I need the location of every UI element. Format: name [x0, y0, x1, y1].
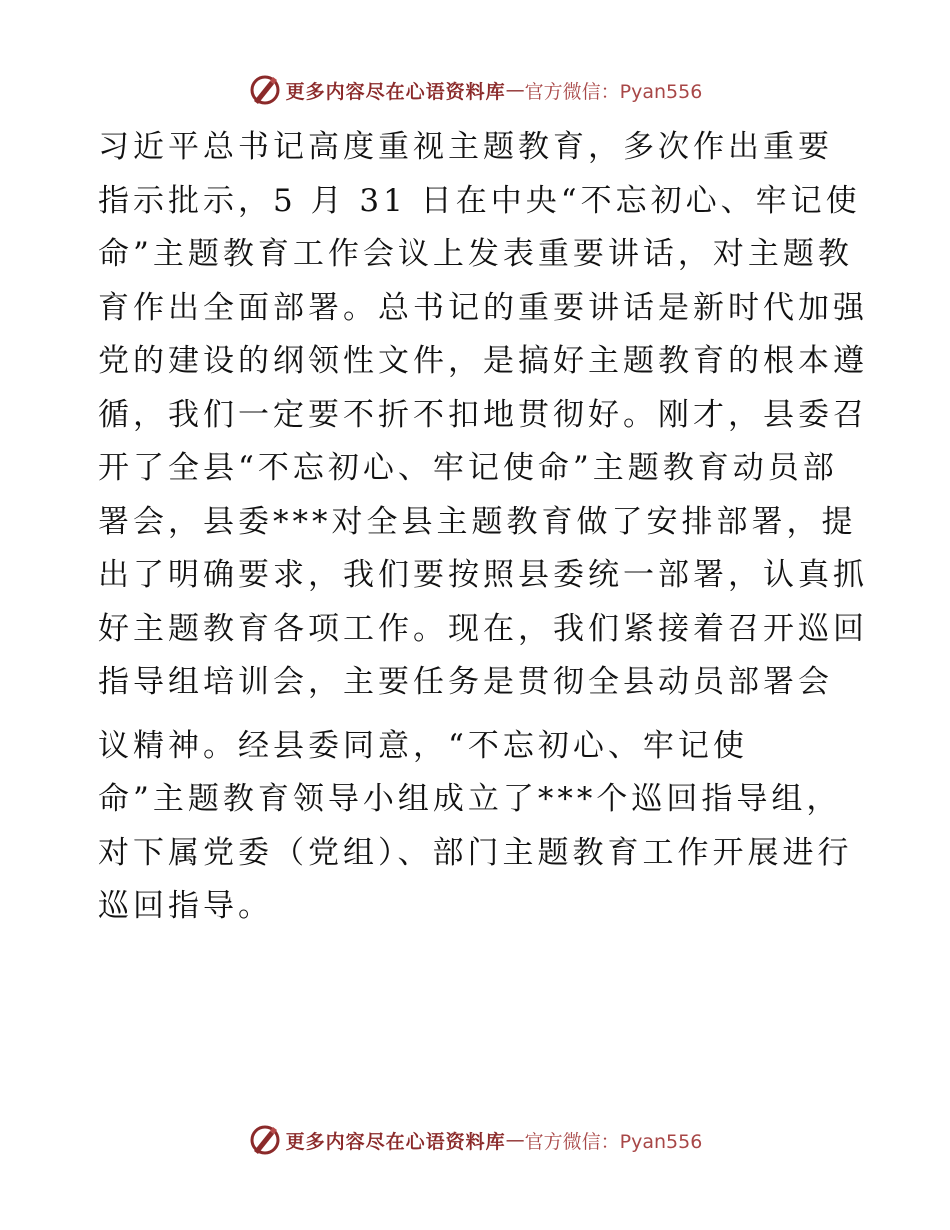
header-wechat-text: 官方微信：Pyan556 — [524, 80, 703, 103]
footer-wechat-text: 官方微信：Pyan556 — [524, 1130, 703, 1153]
pen-in-circle-icon — [248, 1123, 282, 1157]
pen-in-circle-icon — [248, 73, 282, 107]
body-line-2: 指示批示，5 月 31 日在中央“不忘初心、牢记使 — [98, 182, 861, 219]
document-body — [98, 121, 868, 934]
body-line-1: 习近平总书记高度重视主题教育，多次作出重要 — [98, 129, 833, 165]
body-line-3: 命”主题教育工作会议上发表重要讲话，对主题教 — [98, 236, 853, 272]
body-line-8: 署会，县委***对全县主题教育做了安排部署，提 — [98, 503, 857, 540]
header-dash: — — [505, 79, 525, 101]
body-line-11: 指导组培训会，主要任务是贯彻全县动员部署会 — [98, 664, 833, 700]
header-banner — [0, 70, 950, 110]
body-line-4: 育作出全面部署。总书记的重要讲话是新时代加强 — [98, 289, 868, 326]
body-line-12: 议精神。经县委同意，“不忘初心、牢记使 — [98, 727, 748, 764]
body-line-6: 循，我们一定要不折不扣地贯彻好。刚才，县委召 — [98, 396, 868, 433]
body-line-5: 党的建设的纲领性文件，是搞好主题教育的根本遵 — [98, 343, 868, 379]
body-line-7: 开了全县“不忘初心、牢记使命”主题教育动员部 — [98, 450, 838, 486]
header-site-text: 更多内容尽在心语资料库 — [285, 80, 506, 103]
body-line-13: 命”主题教育领导小组成立了***个巡回指导组， — [98, 781, 842, 817]
footer-site-text: 更多内容尽在心语资料库 — [285, 1130, 506, 1153]
body-line-10: 好主题教育各项工作。现在，我们紧接着召开巡回 — [98, 610, 868, 647]
footer-dash: — — [505, 1129, 525, 1151]
body-line-14: 对下属党委（党组）、部门主题教育工作开展进行 — [98, 834, 853, 871]
body-line-9: 出了明确要求，我们要按照县委统一部署，认真抓 — [98, 557, 868, 593]
body-line-15: 巡回指导。 — [98, 888, 273, 924]
footer-banner — [0, 1120, 950, 1160]
